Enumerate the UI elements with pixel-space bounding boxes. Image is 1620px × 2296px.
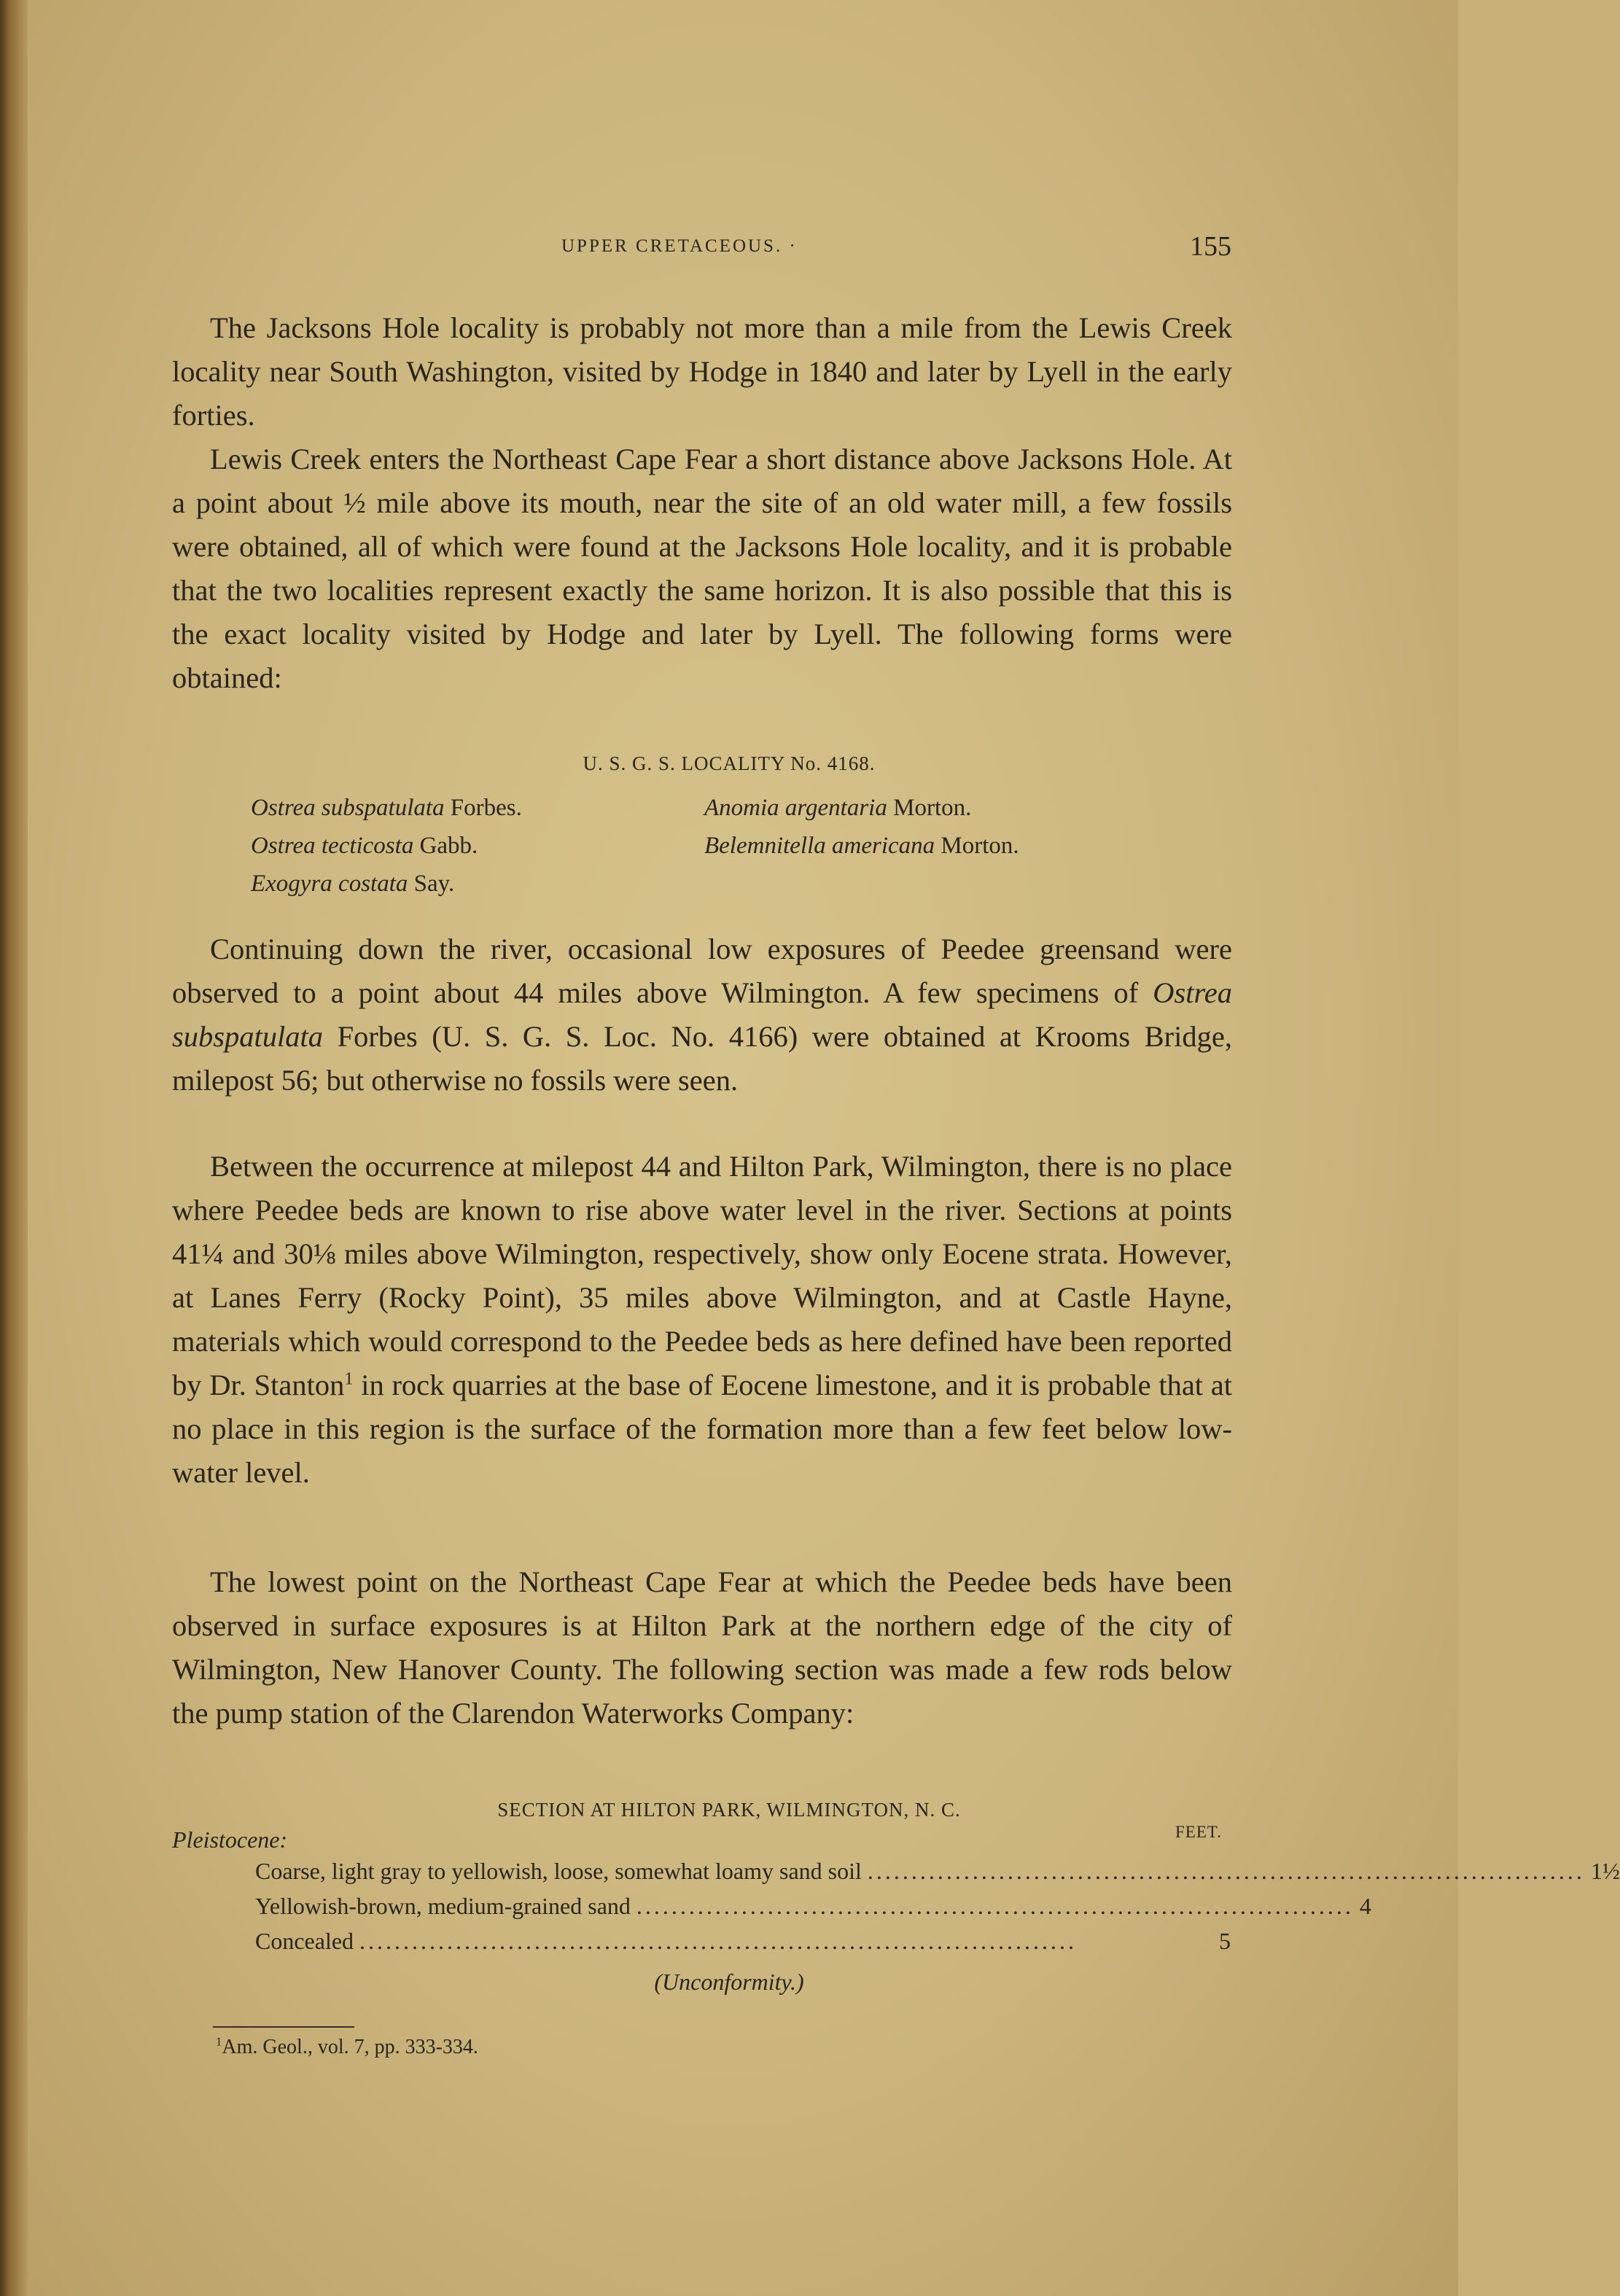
species-name: Anomia argentaria <box>704 795 887 821</box>
paragraph-continuing-down-river <box>172 927 1232 1102</box>
footnote-rule <box>213 2026 354 2028</box>
species-author: Morton. <box>941 833 1019 859</box>
section-row-description: Yellowish-brown, medium-grained sand <box>255 1893 631 1919</box>
species-name: Exogyra costata <box>251 871 408 897</box>
paragraph-text: Continuing down the river, occasional low exposures of Peedee greensand were observed to a point about 44 miles above Wilmington. A few specimens of <box>172 933 1232 1009</box>
section-row <box>255 1893 1371 1925</box>
footnote-marker: 1 <box>216 2034 222 2049</box>
section-heading: SECTION AT HILTON PARK, WILMINGTON, N. C. <box>497 1799 961 1821</box>
species-name: Ostrea subspatulata <box>251 795 445 821</box>
section-row-thickness: 5 <box>1219 1928 1231 1954</box>
species-entry <box>251 795 522 822</box>
section-row-description: Concealed <box>255 1928 354 1954</box>
species-author: Gabb. <box>419 833 478 859</box>
footnote <box>216 2036 478 2059</box>
unconformity-note: (Unconformity.) <box>654 1969 804 1995</box>
species-author: Forbes. <box>450 795 522 821</box>
section-row-thickness: 4 <box>1359 1893 1371 1919</box>
paragraph-milepost-44 <box>172 1145 1232 1495</box>
leader-dots: .................................................................................. <box>867 1858 1585 1884</box>
paragraph-text: Between the occurrence at milepost 44 and Hilton Park, Wilmington, there is no place where Peedee beds are known to rise above water level in the river. Sections at points 41¼ and 30⅛ miles above Wilmington, respectively, show only Eocene strata. However, at Lanes Ferry (Rocky Point), 35 miles above Wilmington, and at Castle Hayne, materials which would correspond to the Peedee beds as here defined have been reported by Dr. Stanton <box>172 1150 1232 1401</box>
species-name: Ostrea tecticosta <box>251 833 414 859</box>
species-author: Say. <box>413 871 455 897</box>
leader-dots: .................................................................................. <box>359 1928 1078 1954</box>
running-head: UPPER CRETACEOUS. · <box>561 236 798 256</box>
section-unit-label: Pleistocene: <box>172 1826 288 1853</box>
footnote-reference: 1 <box>344 1369 354 1389</box>
species-entry <box>704 833 1019 860</box>
feet-column-heading: FEET. <box>1175 1823 1222 1841</box>
footnote-text: Am. Geol., vol. 7, pp. 333-334. <box>222 2036 478 2058</box>
paragraph-lewis-creek: Lewis Creek enters the Northeast Cape Fear a short distance above Jacksons Hole. At a point about ½ mile above its mouth, near the site of an old water mill, a few fossils were obtained, all of which were found at the Jacksons Hole locality, and it is probable that the two localities represent exactly the same horizon. It is also possible that this is the exact locality visited by Hodge and later by Lyell. The following forms were obtained: <box>172 443 1232 694</box>
paragraph-jacksons-hole: The Jacksons Hole locality is probably not more than a mile from the Lewis Creek locality near South Washington, visited by Hodge in 1840 and later by Lyell in the early forties. <box>172 311 1232 432</box>
section-row-description: Coarse, light gray to yellowish, loose, somewhat loamy sand soil <box>255 1858 862 1884</box>
section-row <box>255 1858 1620 1890</box>
locality-heading: U. S. G. S. LOCALITY No. 4168. <box>583 752 876 774</box>
species-name: Belemnitella americana <box>704 833 935 859</box>
species-name-inline: Ostrea subspatulata <box>172 976 1232 1053</box>
species-author: Morton. <box>893 795 972 821</box>
page-number: 155 <box>1190 231 1231 262</box>
page-edge <box>0 0 28 2296</box>
section-row <box>255 1928 1231 1960</box>
species-entry <box>251 833 478 860</box>
page-header <box>0 230 1458 267</box>
section-row-thickness: 1½ <box>1590 1858 1620 1884</box>
paragraph-text: Forbes (U. S. G. S. Loc. No. 4166) were obtained at Krooms Bridge, milepost 56; but otherwise no fossils were seen. <box>172 1020 1233 1097</box>
paragraph-text: in rock quarries at the base of Eocene limestone, and it is probable that at no place in this region is the surface of the formation more than a few feet below low-water level. <box>172 1369 1233 1489</box>
species-entry <box>704 795 971 822</box>
paragraph-hilton-park: The lowest point on the Northeast Cape Fear at which the Peedee beds have been observed in surface exposures is at Hilton Park at the northern edge of the city of Wilmington, New Hanover County. The following section was made a few rods below the pump station of the Clarendon Waterworks Company: <box>172 1565 1232 1729</box>
species-entry <box>251 871 454 898</box>
leader-dots: .................................................................................. <box>636 1893 1354 1919</box>
